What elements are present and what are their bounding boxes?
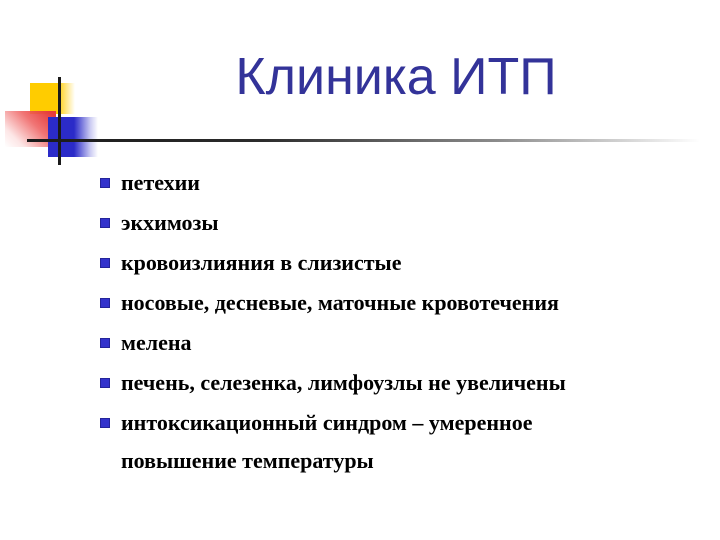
list-item-text: печень, селезенка, лимфоузлы не увеличены	[121, 370, 566, 395]
list-item	[100, 364, 688, 402]
list-item-text: кровоизлияния в слизистые	[121, 250, 402, 275]
list-item	[100, 244, 688, 282]
bullet-square-icon	[100, 298, 110, 308]
bullet-square-icon	[100, 418, 110, 428]
bullet-square-icon	[100, 218, 110, 228]
list-item-text: мелена	[121, 330, 192, 355]
list-item-text: петехии	[121, 170, 200, 195]
list-item	[100, 204, 688, 242]
bullet-square-icon	[100, 338, 110, 348]
horizontal-rule-decoration	[27, 139, 700, 142]
list-item-text: экхимозы	[121, 210, 219, 235]
yellow-square-decoration	[30, 83, 75, 114]
bullet-square-icon	[100, 258, 110, 268]
list-item-text: интоксикационный синдром – умеренное повышение температуры	[121, 410, 533, 473]
bullet-square-icon	[100, 178, 110, 188]
list-item	[100, 164, 688, 202]
slide-title: Клиника ИТП	[235, 48, 557, 106]
bullet-list	[100, 164, 688, 482]
bullet-square-icon	[100, 378, 110, 388]
list-item	[100, 324, 688, 362]
list-item-text: носовые, десневые, маточные кровотечения	[121, 290, 559, 315]
blue-gradient-square-decoration	[48, 117, 98, 157]
list-item	[100, 404, 688, 480]
vertical-line-decoration	[58, 77, 61, 165]
list-item	[100, 284, 688, 322]
